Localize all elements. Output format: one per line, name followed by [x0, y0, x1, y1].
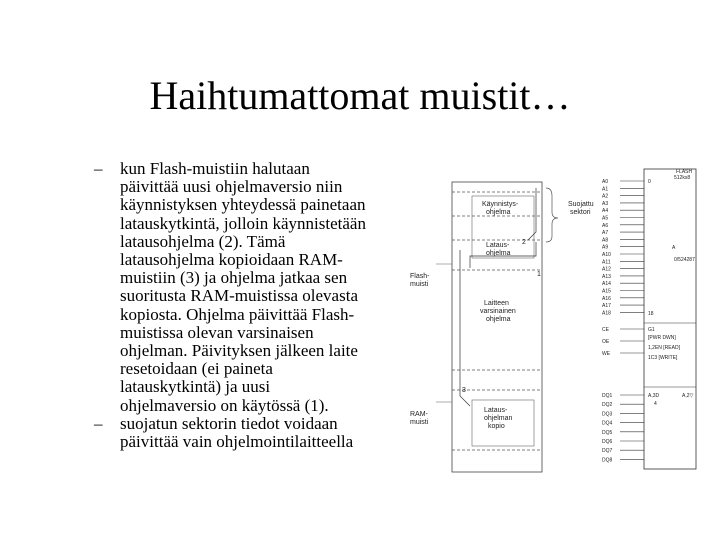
bullet-item [94, 415, 414, 451]
chip-inner-label: A [672, 245, 676, 251]
chip-pin-label: A5 [602, 215, 609, 222]
bullet-line: suojatun sektorin tiedot voidaan [120, 413, 338, 433]
chip-pin-label: CE [602, 327, 609, 333]
chip-pin-label: A14 [602, 281, 611, 288]
bullet-line: päivittää uusi ohjelmaversio niin [120, 177, 343, 197]
bullet-line: ohjelmaversio on käytössä (1). [120, 395, 329, 415]
flash-chip-schematic [600, 165, 705, 480]
chip-inner-label: 1,2EN [READ] [648, 345, 680, 351]
memory-map-diagram [400, 160, 595, 475]
chip-pin-label: WE [602, 351, 611, 357]
bullet-line: latausohjelma kopioidaan RAM- [120, 250, 343, 270]
protected-sector-label: Suojattu [568, 201, 594, 208]
chip-pin-label: DQ4 [602, 420, 613, 427]
flash-chip-symbol [600, 165, 705, 475]
bullet-dash: – [94, 159, 103, 178]
boot-label: Käynnistys- [482, 201, 519, 208]
chip-pin-label: A3 [602, 200, 609, 207]
ram-copy-label: kopio [488, 423, 505, 430]
bullet-item [94, 160, 414, 415]
loader-label: Lataus- [486, 242, 510, 249]
ram-copy-label: ohjelman [484, 415, 513, 422]
chip-pin-label: DQ5 [602, 429, 613, 436]
device-program-label: varsinainen [480, 308, 516, 315]
chip-name: FLASH [676, 169, 693, 175]
step-number: 3 [462, 387, 466, 394]
chip-inner-label: G1 [648, 327, 655, 333]
chip-pin-label: A6 [602, 222, 609, 229]
chip-inner-label: A,2▽ [682, 393, 694, 399]
chip-inner-label: 1C3 [WRITE] [648, 355, 678, 361]
bullet-line: resetoidaan (ei paineta [120, 359, 273, 379]
bullet-line: suoritusta RAM-muistissa olevasta [120, 286, 358, 306]
bullet-dash: – [94, 413, 103, 433]
chip-pin-label: DQ8 [602, 457, 613, 464]
bullet-line: päivittää vain ohjelmointilaitteella [120, 432, 354, 452]
device-program-label: ohjelma [486, 316, 511, 323]
chip-pin-label: A7 [602, 230, 609, 237]
chip-inner-label: 18 [648, 311, 654, 317]
chip-pin-label: A4 [602, 208, 609, 215]
chip-pin-label: A2 [602, 193, 609, 200]
bullet-line: latausohjelma (2). Tämä [120, 231, 286, 251]
bullet-line: kun Flash-muistiin halutaan [120, 159, 310, 178]
slide-title: Haihtumattomat muistit… [149, 73, 571, 118]
chip-pin-label: A1 [602, 186, 609, 193]
chip-pin-label: A10 [602, 252, 611, 258]
bullet-line: kopiosta. Ohjelma päivittää Flash- [120, 304, 355, 324]
chip-pin-label: DQ3 [602, 411, 613, 418]
ram-memory-label: muisti [410, 419, 429, 426]
step-number: 1 [537, 271, 541, 278]
bullet-line: ohjelman. Päivityksen jälkeen laite [120, 341, 358, 361]
chip-inner-label: 4 [654, 401, 657, 407]
protected-sector-label: sektori [570, 209, 591, 216]
chip-pin-label: DQ7 [602, 448, 613, 455]
chip-pin-label: A18 [602, 310, 611, 317]
flash-memory-label: muisti [410, 281, 429, 288]
bullet-line: muistiin (3) ja ohjelma jatkaa sen [120, 268, 348, 288]
bullet-line: käynnistyksen yhteydessä painetaan [120, 195, 366, 215]
chip-pin-label: OE [602, 339, 610, 345]
loader-label: ohjelma [486, 250, 511, 257]
chip-pin-label: A8 [602, 237, 609, 244]
bullet-line: latauskytkintä, jolloin käynnistetään [120, 213, 366, 233]
boot-label: ohjelma [486, 209, 511, 216]
bullet-line: muistissa olevan varsinaisen [120, 322, 314, 342]
chip-inner-label: A,3D [648, 393, 660, 399]
chip-pin-label: A16 [602, 295, 611, 302]
chip-inner-label: 0 [648, 179, 651, 185]
chip-pin-label: A0 [602, 179, 609, 185]
chip-pin-label: A13 [602, 273, 611, 280]
device-program-label: Laitteen [484, 300, 509, 307]
chip-pin-label: DQ1 [602, 393, 613, 399]
ram-copy-label: Lataus- [484, 407, 508, 414]
chip-inner-label: 0/524287 [674, 257, 695, 263]
chip-pin-label: DQ2 [602, 402, 613, 409]
bullet-list [94, 160, 414, 451]
chip-pin-label: DQ6 [602, 439, 613, 445]
chip-pin-label: A11 [602, 259, 611, 266]
chip-pin-label: A17 [602, 303, 611, 310]
chip-inner-label: [PWR DWN] [648, 335, 676, 341]
chip-name: 512kx8 [674, 175, 691, 181]
chip-pin-label: A9 [602, 244, 609, 251]
chip-pin-label: A12 [602, 266, 611, 273]
ram-memory-label: RAM- [410, 411, 428, 418]
protected-sector-brace [546, 188, 558, 242]
flash-memory-label: Flash- [410, 273, 430, 280]
step-number: 2 [522, 239, 526, 246]
bullet-line: latauskytkintä) ja uusi [120, 377, 271, 397]
chip-pin-label: A15 [602, 288, 611, 295]
